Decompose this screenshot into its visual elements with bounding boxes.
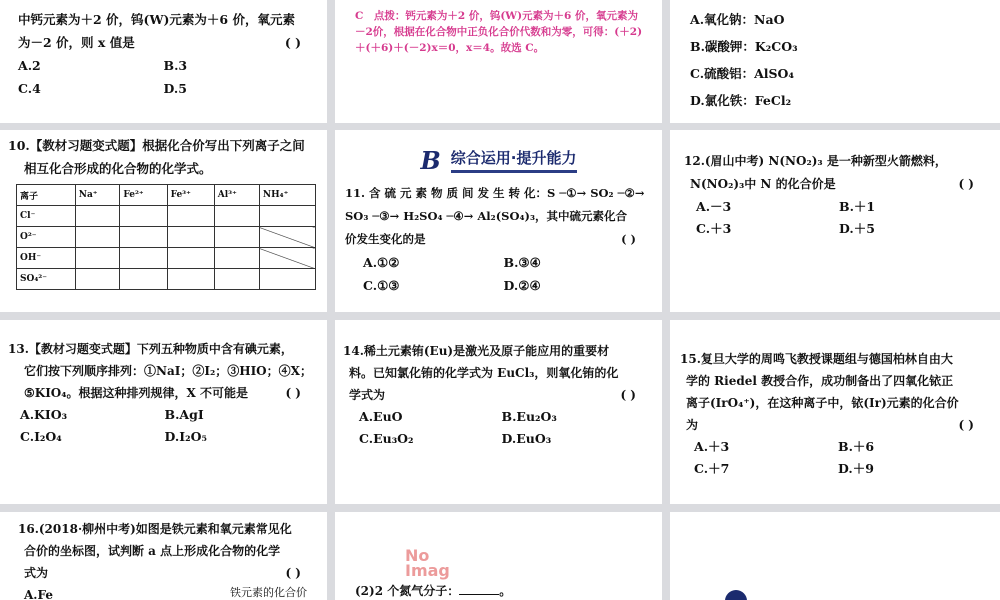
answer-cell[interactable] (214, 227, 259, 248)
option: B.Eu₂O₃ (501, 409, 557, 424)
option: B.AgI (164, 407, 204, 422)
q16-line1: 16.(2018·柳州中考)如图是铁元素和氧元素常见化 (18, 522, 292, 536)
q16-line3: 式为 (24, 566, 49, 580)
section-title: 综合运用·提升能力 (451, 147, 577, 173)
option: C.Eu₃O₂ (359, 431, 414, 446)
q12-line2: N(NO₂)₃中 N 的化合价是 (690, 177, 836, 191)
q11-options (335, 251, 662, 297)
table-header-cell: 离子 (17, 185, 76, 206)
option: C.＋3 (696, 221, 732, 236)
option: D.＋5 (839, 221, 875, 236)
question-16-panel (0, 512, 327, 600)
ion-table (16, 184, 316, 290)
answer-cell[interactable] (75, 248, 120, 269)
answer-cell[interactable] (259, 269, 315, 290)
table-row (17, 269, 316, 290)
option: C.＋7 (694, 461, 730, 476)
option: D.＋9 (838, 461, 874, 476)
option: B.＋1 (839, 199, 876, 214)
answer-cell[interactable] (120, 227, 167, 248)
option: C.I₂O₄ (20, 429, 62, 444)
q14-line3: 学式为 (349, 388, 386, 402)
answer-cell[interactable] (75, 227, 120, 248)
q15-answer-bracket: ( ) (958, 418, 974, 432)
q12-options (670, 196, 1000, 240)
table-row (17, 206, 316, 227)
table-header-cell: Fe²⁺ (120, 185, 167, 206)
option: C.①③ (363, 278, 400, 293)
answer-cell[interactable] (167, 206, 214, 227)
q16-answer-bracket: ( ) (285, 566, 301, 580)
q14-line1: 14.稀土元素铕(Eu)是激光及原子能应用的重要材 (343, 344, 610, 358)
answer-cell[interactable] (167, 269, 214, 290)
list-item: C.硫酸铝：AlSO₄ (690, 66, 794, 81)
option: B.3 (163, 58, 188, 73)
q13-line3: ⑤KIO₄。根据这种排列规律，X 不可能是 (24, 386, 248, 400)
option: D.EuO₃ (501, 431, 552, 446)
q13-answer-bracket: ( ) (285, 386, 301, 400)
q11-line2: SO₃ ─③→ H₂SO₄ ─④→ Al₂(SO₄)₃，其中硫元素化合 (345, 209, 627, 223)
question-12-panel (670, 130, 1000, 312)
answer-blank[interactable] (459, 594, 499, 595)
q10-number: 10. (8, 138, 30, 153)
q14-options (335, 406, 662, 450)
option: A.KIO₃ (20, 407, 68, 422)
list-item: D.氯化铁：FeCl₂ (690, 93, 792, 108)
question-14-panel (335, 320, 662, 504)
q15-line2: 学的 Riedel 教授合作，成功制备出了四氧化铱正 (686, 374, 954, 388)
option: B.③④ (503, 255, 541, 270)
option: A.－3 (696, 199, 732, 214)
answer-cell[interactable] (120, 206, 167, 227)
option: B.＋6 (838, 439, 875, 454)
table-row-header: SO₄²⁻ (17, 269, 76, 290)
table-row-header: Cl⁻ (17, 206, 76, 227)
answer-cell[interactable] (75, 206, 120, 227)
answer-hint-panel (335, 0, 662, 123)
formula-options-panel (670, 0, 1000, 123)
answer-cell[interactable] (167, 227, 214, 248)
q9-line1: 中钙元素为＋2 价，钨(W)元素为＋6 价，氧元素 (18, 12, 295, 27)
answer-cell[interactable] (214, 206, 259, 227)
option: D.②④ (503, 278, 541, 293)
section-letter: B (420, 145, 441, 175)
fill-in-panel: No Imag (2)2 个氮气分子： 。 (335, 512, 662, 600)
answer-cell[interactable] (214, 248, 259, 269)
question-9-panel (0, 0, 327, 123)
q15-options (670, 436, 1000, 480)
option: C.4 (18, 81, 41, 96)
table-header-cell: Al³⁺ (214, 185, 259, 206)
q9-options (0, 54, 327, 100)
question-11-panel (335, 130, 662, 312)
list-item: A.氧化钠：NaO (690, 12, 785, 27)
section-c-panel (670, 512, 1000, 600)
q10-line2: 相互化合形成的化合物的化学式。 (24, 161, 212, 176)
q15-line1: 15.复旦大学的周鸣飞教授课题组与德国柏林自由大 (680, 352, 953, 366)
question-15-panel (670, 320, 1000, 504)
answer-cell[interactable] (120, 248, 167, 269)
option: A.2 (18, 58, 41, 73)
table-header-cell: NH₄⁺ (259, 185, 315, 206)
q16-line2: 合价的坐标图，试判断 a 点上形成化合物的化学 (24, 544, 281, 558)
q10-tag: 【教材习题变式题】 (29, 138, 143, 153)
q13-tag: 【教材习题变式题】 (28, 342, 137, 356)
q13-options (0, 404, 327, 448)
q13-line2: 它们按下列顺序排列：①NaI；②I₂；③HIO；④X； (24, 364, 312, 378)
table-row-header: OH⁻ (17, 248, 76, 269)
q13-line1: 下列五种物质中含有碘元素， (136, 342, 293, 356)
crossed-cell (259, 248, 315, 269)
missing-image-placeholder: No Imag (405, 546, 450, 580)
table-header-cell: Fe³⁺ (167, 185, 214, 206)
question-10-panel (0, 130, 327, 312)
q14-answer-bracket: ( ) (620, 388, 636, 402)
answer-cell[interactable] (75, 269, 120, 290)
crossed-cell (259, 227, 315, 248)
q16-option-a: A.Fe (24, 588, 53, 600)
q11-line1: 11. 含 硫 元 素 物 质 间 发 生 转 化：S ─①→ SO₂ ─②→ (345, 186, 645, 200)
list-item: B.碳酸钾：K₂CO₃ (690, 39, 798, 54)
table-row (17, 248, 316, 269)
section-letter-badge (725, 590, 747, 600)
q11-answer-bracket: ( ) (621, 232, 636, 246)
option: A.＋3 (694, 439, 730, 454)
answer-cell[interactable] (259, 206, 315, 227)
q12-line1: 12.(眉山中考) N(NO₂)₃ 是一种新型火箭燃料， (684, 154, 947, 168)
q15-line4: 为 (686, 418, 699, 432)
option: D.I₂O₅ (164, 429, 207, 444)
table-header-cell: Na⁺ (75, 185, 120, 206)
section-b-title (335, 144, 662, 176)
q11-line3: 价发生变化的是 (345, 232, 426, 246)
q14-line2: 料。已知氯化铕的化学式为 EuCl₃，则氧化铕的化 (349, 366, 619, 380)
table-row-header: O²⁻ (17, 227, 76, 248)
answer-cell[interactable] (214, 269, 259, 290)
option: D.5 (163, 81, 187, 96)
table-row (17, 185, 316, 206)
q13-number: 13. (8, 342, 29, 356)
answer-hint-text: C 点拨：钙元素为＋2 价，钨(W)元素为＋6 价，氧元素为－2价，根据在化合物中正负化合价代数和为零，可得：(＋2)＋(＋6)＋(－2)x＝0，x＝4。故选 C。 (355, 10, 643, 54)
answer-cell[interactable] (167, 248, 214, 269)
q12-answer-bracket: ( ) (958, 177, 974, 191)
q9-line2: 为－2 价，则 x 值是 (18, 35, 135, 50)
question-13-panel (0, 320, 327, 504)
q9-answer-bracket: ( ) (284, 35, 301, 50)
table-row (17, 227, 316, 248)
option: A.①② (363, 255, 400, 270)
chart-axis-label: 铁元素的化合价 (230, 586, 307, 599)
answer-cell[interactable] (120, 269, 167, 290)
q15-line3: 离子(IrO₄⁺)，在这种离子中，铱(Ir)元素的化合价 (686, 396, 959, 410)
fill-in-text: (2)2 个氮气分子： (355, 584, 460, 598)
option: A.EuO (359, 409, 403, 424)
q10-line1: 根据化合价写出下列离子之间 (142, 138, 305, 153)
